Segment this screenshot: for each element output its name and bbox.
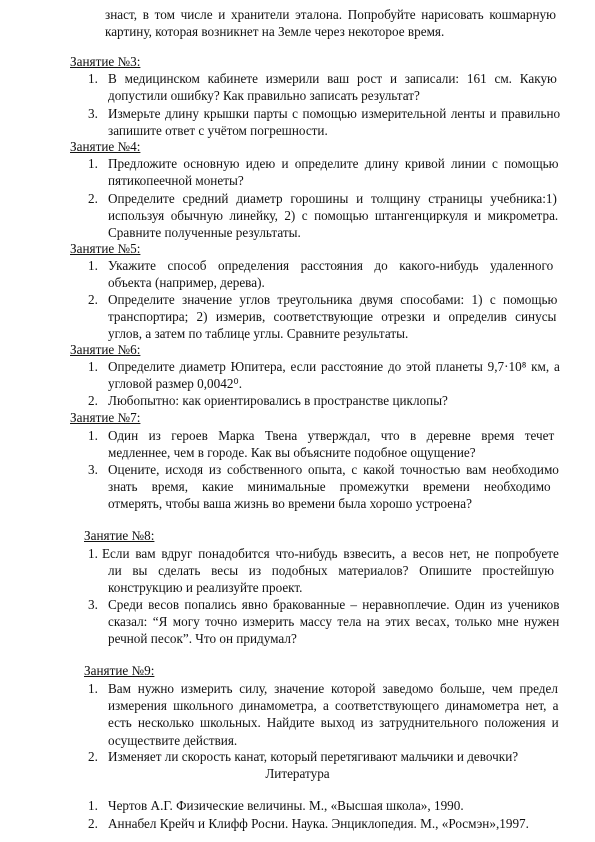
lesson-8-heading: Занятие №8: — [84, 528, 155, 543]
reference-text: Аннабел Крейч и Клифф Росни. Наука. Энциклопедия. М., «Росмэн»,1997. — [108, 816, 529, 831]
text-line: Любопытно: как ориентировались в пространстве циклопы? — [108, 393, 448, 408]
item-number: 3. — [88, 597, 98, 612]
text-line: Вам нужно измерить силу, значение которой заведомо больше, чем предел — [108, 681, 568, 696]
lesson-3-heading: Занятие №3: — [70, 54, 141, 69]
text-line: Укажите способ определения расстояния до какого-нибудь удаленного — [108, 258, 568, 273]
text-line: ли вы сделать весы из подобных материалов? Опишите простейшую — [108, 563, 568, 579]
item-number: 3. — [88, 106, 98, 121]
text-line: угловой размер 0,0042⁰. — [108, 376, 242, 392]
text-line: осуществите действия. — [108, 732, 238, 748]
text-line: допустили ошибку? Как правильно записать результат? — [108, 88, 420, 104]
intro-paragraph — [105, 6, 565, 40]
item-number: 1. — [88, 71, 98, 86]
text-line: объекта (например, дерева). — [108, 275, 265, 291]
text-line: медленнее, чем в городе. Как вы объясните подобное ощущение? — [108, 445, 476, 461]
item-number: 1. — [88, 798, 98, 813]
text-line: транспортира; 2) измерив, соответствующие отрезки и определив синусы — [108, 309, 568, 325]
text-line: Предложите основную идею и определите длину кривой линии с помощью — [108, 156, 568, 171]
lesson-4-heading: Занятие №4: — [70, 139, 141, 154]
item-number: 2. — [88, 191, 98, 206]
text-line: измерения школьного динамометра, а соответствующего динамометра нет, а — [108, 698, 568, 714]
text-line: Определите значение углов треугольника двумя способами: 1) с помощью — [108, 292, 568, 307]
text-line: сказал: “Я могу точно измерить массу тела на этих весах, только мне нужен — [108, 614, 568, 630]
text-line: запишите ответ с учётом погрешности. — [108, 123, 328, 139]
item-number: 2. — [88, 816, 98, 831]
references-title: Литература — [265, 766, 330, 781]
text-line: углов, а затем по таблице углы. Сравните результаты. — [108, 326, 409, 342]
text-line: Сравните полученные результаты. — [108, 225, 301, 241]
text-line: есть несколько школьных. Найдите выход из затруднительного положения и — [108, 715, 568, 731]
item-number: 1. — [88, 428, 98, 443]
lesson-6-heading: Занятие №6: — [70, 342, 141, 357]
item-number: 1. — [88, 258, 98, 273]
text-line: Если вам вдруг понадобится что-нибудь взвесить, а весов нет, не попробуете — [102, 546, 568, 561]
text-line: Измерьте длину крышки парты с помощью измерительной ленты и правильно — [108, 106, 568, 121]
text-line: конструкцию и реализуйте проект. — [108, 580, 303, 596]
text-line: Один из героев Марка Твена утверждал, что в деревне время течет — [108, 428, 568, 443]
text-line: отмерять, чтобы ваша жизнь во времени была хорошо устроена? — [108, 496, 472, 512]
text-line: знать время, какие минимальные промежутки времени необходимо — [108, 479, 568, 495]
text-line: используя обычную линейку, 2) с помощью штангенциркуля и микрометра. — [108, 208, 568, 224]
text-line: Оцените, исходя из собственного опыта, с какой точностью вам необходимо — [108, 462, 568, 477]
lesson-5-heading: Занятие №5: — [70, 241, 141, 256]
text-line: Определите средний диаметр горошины и толщину страницы учебника:1) — [108, 191, 568, 206]
lesson-7-heading: Занятие №7: — [70, 410, 141, 425]
item-number: 1. — [88, 681, 98, 696]
text-line: знаст, в том числе и хранители эталона. Попробуйте нарисовать кошмарную — [105, 7, 565, 22]
item-number: 2. — [88, 749, 98, 764]
reference-text: Чертов А.Г. Физические величины. М., «Высшая школа», 1990. — [108, 798, 464, 813]
text-line: картину, которая возникнет на Земле через некоторое время. — [105, 24, 445, 40]
text-line: Изменяет ли скорость канат, который перетягивают мальчики и девочки? — [108, 749, 519, 764]
item-number: 1. — [88, 359, 98, 374]
item-number: 3. — [88, 462, 98, 477]
item-number: 2. — [88, 393, 98, 408]
text-line: Определите диаметр Юпитера, если расстояние до этой планеты 9,7·10⁸ км, а — [108, 359, 568, 374]
text-line: Среди весов попались явно бракованные – неравноплечие. Один из учеников — [108, 597, 568, 612]
lesson-9-heading: Занятие №9: — [84, 663, 155, 678]
text-line: речной песок”. Что он придумал? — [108, 631, 297, 647]
text-line: В медицинском кабинете измерили ваш рост и записали: 161 см. Какую — [108, 71, 568, 86]
item-number: 1. — [88, 156, 98, 171]
item-number: 2. — [88, 292, 98, 307]
text-line: пятикопеечной монеты? — [108, 173, 244, 189]
item-number: 1. — [88, 546, 98, 561]
